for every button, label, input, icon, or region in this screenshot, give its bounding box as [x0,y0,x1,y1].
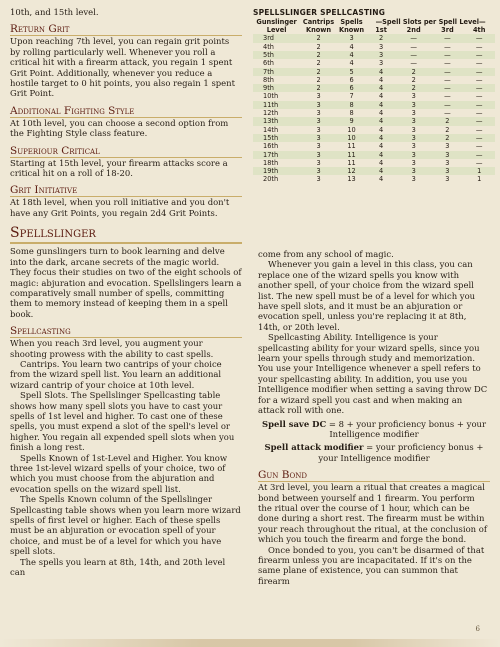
table-cell: 3 [431,151,463,159]
table-cell: 7th [253,68,300,76]
spellcasting-table-block [253,8,495,184]
table-cell: — [396,34,432,42]
right-p3: Spellcasting Ability. Intelligence is your spellcasting ability for your wizard spells, since you learn your spells through study and memorization. You use your Intelligence whenever a spell refers to your spellcasting ability. In addition, you use you Intelligence modifier when setting a saving throw DC for a wizard spell you cast and when making an attack roll with one. [258,332,488,416]
table-cell: — [463,84,495,92]
table-cell: 6 [349,75,354,84]
table-cell: 5 [337,68,366,76]
table-cell: 3 [445,158,450,167]
table-cell: 3 [411,109,416,118]
col-header: Known [305,26,332,35]
table-cell: 8th [263,75,274,84]
table-cell: — [475,142,483,151]
table-cell: 4 [366,84,396,92]
table-row [253,92,495,100]
grit-initiative-text: At 18th level, when you roll initiative and you don't have any Grit Points, you regain 2d4 Grit Points. [10,197,230,218]
table-cell: 2 [396,84,432,92]
spell-save-dc-text: = 8 + your proficiency bonus + your Intelligence modifier [326,418,486,439]
table-cell: — [444,75,451,84]
spellcasting-table [253,18,495,184]
table-cell: — [431,101,463,109]
col-header-group: —Spell Slots per Spell Level— [375,18,486,26]
table-cell: — [396,51,432,59]
table-cell: — [431,84,463,92]
spellcasting-p5: The Spells Known column of the Spellslinger Spellcasting table shows when you learn more wizard spells of first level or higher. Each of these spells must be an abjuration or evocation spell of your choice, and must be of a level for which you have spell slots. [10,494,241,557]
table-cell: — [431,51,463,59]
table-cell: 3 [396,151,432,159]
right-p1: come from any school of magic. [258,249,394,259]
table-cell: 8 [337,101,366,109]
table-cell: 3 [316,109,321,118]
table-cell: — [444,92,451,101]
col-header: 2nd [406,26,421,35]
col-header: Cantrips [302,18,335,26]
table-row [253,167,495,175]
table-cell: 9 [337,117,366,125]
page-number: 6 [475,625,480,633]
table-row [253,126,495,134]
table-cell: 4 [349,42,354,51]
left-column [10,7,242,577]
table-cell: 3 [366,51,396,59]
table-cell: 2 [445,125,450,134]
return-grit-text: Upon reaching 7th level, you can regain grit points by rolling particularly well. Whenever you roll a critical hit with a firearm attack, you regain 1 spent Grit Point. Additionally, whenever you reduce a hostile target to 0 hit points, you also regain 1 spent Grit Point. [10,36,235,99]
superior-critical-text: Starting at 15th level, your firearm attacks score a critical hit on a roll of 18-20. [10,157,228,179]
table-cell: 4 [378,175,384,184]
table-cell: — [463,51,495,59]
table-cell: 3 [396,101,432,109]
table-cell: 2 [300,51,337,59]
grit-initiative-heading: Grit Initiative [10,184,242,197]
return-grit-heading: Return Grit [10,23,242,36]
table-cell: — [463,117,495,125]
table-cell: 18th [263,158,279,167]
spellcasting-p1: When you reach 3rd level, you augment your shooting prowess with the ability to cast spells. [10,338,214,359]
spellslinger-text: Some gunslingers turn to book learning and delve into the dark, arcane secrets of the magic world. They focus their studies on two of the eight schools of magic: abjuration and evocation. Spellslingers learn a comparatively small number of spells, committing them to memory instead of keeping them in a spell book. [10,246,242,319]
table-cell: — [444,59,451,68]
table-row [253,84,495,92]
table-cell: 3 [445,175,450,184]
table-cell: 3 [300,151,337,159]
table-cell: 10th [263,92,279,101]
table-cell: 11 [347,158,356,167]
table-cell: 12 [337,167,366,175]
table-cell: 3 [316,175,321,184]
table-cell: 3 [316,125,321,134]
table-cell: 2 [431,117,463,125]
table-cell: — [444,109,451,118]
table-cell: — [463,68,495,76]
table-cell: 2 [300,34,337,42]
table-cell: 3 [411,125,416,134]
table-cell: 19th [253,167,300,175]
col-header: 1st [375,26,387,35]
table-cell: 3 [316,142,321,151]
spell-save-dc [258,419,490,440]
table-row [253,76,495,84]
table-cell: 10 [337,134,366,142]
table-cell: 2 [366,34,396,42]
table-cell: — [410,59,417,68]
spell-attack-label: Spell attack modifier [264,442,364,453]
table-cell: — [475,158,483,167]
table-row [253,134,495,142]
table-cell: 3 [378,59,384,68]
table-cell: 5th [253,51,300,59]
table-row [253,109,495,117]
table-cell: 3 [445,142,450,151]
col-header: Gunslinger [256,18,297,26]
table-cell: 3 [396,167,432,175]
table-row [253,159,495,167]
table-body [253,34,495,183]
table-cell: 2 [300,68,337,76]
table-cell: 3 [411,92,416,101]
table-cell: — [475,59,483,68]
table-cell: 2 [396,68,432,76]
table-cell: 6th [263,59,274,68]
table-row [253,101,495,109]
spellcasting-p6: The spells you learn at 8th, 14th, and 20th level can [10,556,226,578]
table-cell: 3 [316,158,321,167]
table-row [253,51,495,59]
col-header: 4th [472,26,486,35]
table-cell: 11 [337,151,366,159]
col-header: Known [338,26,365,35]
table-cell: 1 [463,167,495,175]
footer-decoration [0,639,500,647]
intro-text: 10th, and 15th level. [10,7,99,17]
table-cell: 4 [366,101,396,109]
table-cell: 3 [396,117,432,125]
table-cell: 2 [411,75,416,84]
table-cell: 4 [366,167,396,175]
table-cell: 14th [263,125,279,134]
table-cell: 3 [337,34,366,42]
table-cell: 2 [316,75,321,84]
table-cell: 9th [253,84,300,92]
table-cell: 3 [316,92,321,101]
gun-bond-p2: Once bonded to you, you can't be disarmed of that firearm unless you are incapacitated. If it's on the same plane of existence, you can summon that firearm [258,544,485,586]
table-cell: 4 [378,109,384,118]
table-cell: — [475,125,483,134]
table-cell: 3 [300,134,337,142]
right-column [258,249,490,586]
table-cell: 3 [411,158,416,167]
gun-bond-heading: Gun Bond [258,469,490,482]
table-cell: 2 [316,59,321,68]
table-cell: 6 [337,84,366,92]
gun-bond-p1: At 3rd level, you learn a ritual that creates a magical bond between yourself and 1 firearm. You perform the ritual over the course of 1 hour, which can be done during a short rest. The firearm must be within your reach throughout the ritual, at the conclusion of which you touch the firearm and forge the bond. [258,482,487,545]
table-cell: — [475,109,483,118]
table-row [253,43,495,51]
table-cell: — [410,42,417,51]
table-cell: 16th [263,142,279,151]
table-cell: — [431,34,463,42]
spellcasting-p4: Spells Known of 1st-Level and Higher. You know three 1st-level wizard spells of your choice, two of which you must choose from the abjuration and evocation spells on the wizard spell list. [10,452,228,494]
table-cell: 4 [366,134,396,142]
spell-attack-modifier [258,442,490,463]
table-cell: 11 [347,142,356,151]
table-cell: 3 [411,175,416,184]
right-p2: Whenever you gain a level in this class, you can replace one of the wizard spells you know with another spell, of your choice from the wizard spell list. The new spell must be of a level for which you have spell slots, and it must be an abjuration or evocation spell, unless you're replacing it at 8th, 14th, or 20th level. [258,259,476,332]
table-cell: 17th [253,151,300,159]
spellcasting-p2: Cantrips. You learn two cantrips of your choice from the wizard spell list. You learn an additional wizard cantrip of your choice at 10th level. [10,358,222,390]
table-title: SPELLSLINGER SPELLCASTING [253,8,386,17]
table-cell: — [463,101,495,109]
table-cell: 8 [349,109,354,118]
table-cell: 13 [347,175,356,184]
spell-save-dc-label: Spell save DC [262,418,327,429]
table-cell: — [463,34,495,42]
table-cell: 4 [378,75,384,84]
table-cell: 4th [263,42,274,51]
table-cell: 3 [431,167,463,175]
fighting-style-text: At 10th level, you can choose a second option from the Fighting Style class feature. [10,117,229,139]
table-cell: 3 [378,42,384,51]
spell-attack-text: = your proficiency bonus + your Intelligence modifier [318,442,484,463]
table-cell: 4 [366,68,396,76]
table-cell: 4 [378,142,384,151]
spellcasting-p3: Spell Slots. The Spellslinger Spellcasting table shows how many spell slots you have to cast your spells of 1st level and higher. To cast one of these spells, you must expend a slot of the spell's level or higher. You regain all expended spell slots when you finish a long rest. [10,390,235,453]
col-header: Level [266,26,287,35]
table-cell: 4 [378,158,384,167]
table-cell: 3rd [253,34,300,42]
col-header: Spells [340,18,363,26]
table-cell: 4 [366,151,396,159]
table-cell: 3 [411,142,416,151]
table-cell: 12th [263,109,279,118]
col-header: 3rd [441,26,454,35]
table-cell: — [475,75,483,84]
spellcasting-heading: Spellcasting [10,325,242,338]
table-row [253,151,495,159]
table-row [253,117,495,125]
table-cell: 3 [300,117,337,125]
table-cell: 3 [396,134,432,142]
table-cell: — [463,134,495,142]
table-cell: 3 [300,167,337,175]
table-row [253,175,495,183]
table-cell: 4 [366,117,396,125]
table-row [253,59,495,67]
table-cell: 4 [378,92,384,101]
table-cell: — [475,42,483,51]
table-cell: — [475,92,483,101]
table-cell: — [431,68,463,76]
spellslinger-heading: Spellslinger [10,225,242,244]
table-cell: 2 [300,84,337,92]
table-cell: — [463,151,495,159]
table-cell: 4 [349,59,354,68]
table-cell: 7 [349,92,354,101]
table-cell: 13th [253,117,300,125]
table-cell: 20th [263,175,279,184]
table-row [253,68,495,76]
table-cell: — [444,42,451,51]
table-cell: 3 [300,101,337,109]
fighting-style-heading: Additional Fighting Style [10,105,242,118]
table-cell: 10 [347,125,356,134]
superior-critical-heading: Superiour Critical [10,145,242,158]
table-cell: 4 [337,51,366,59]
table-row [253,142,495,150]
table-cell: 2 [316,42,321,51]
table-cell: 4 [378,125,384,134]
table-cell: 11th [253,101,300,109]
table-cell: 1 [477,175,482,184]
table-cell: 15th [253,134,300,142]
table-row [253,34,495,42]
table-cell: 2 [431,134,463,142]
